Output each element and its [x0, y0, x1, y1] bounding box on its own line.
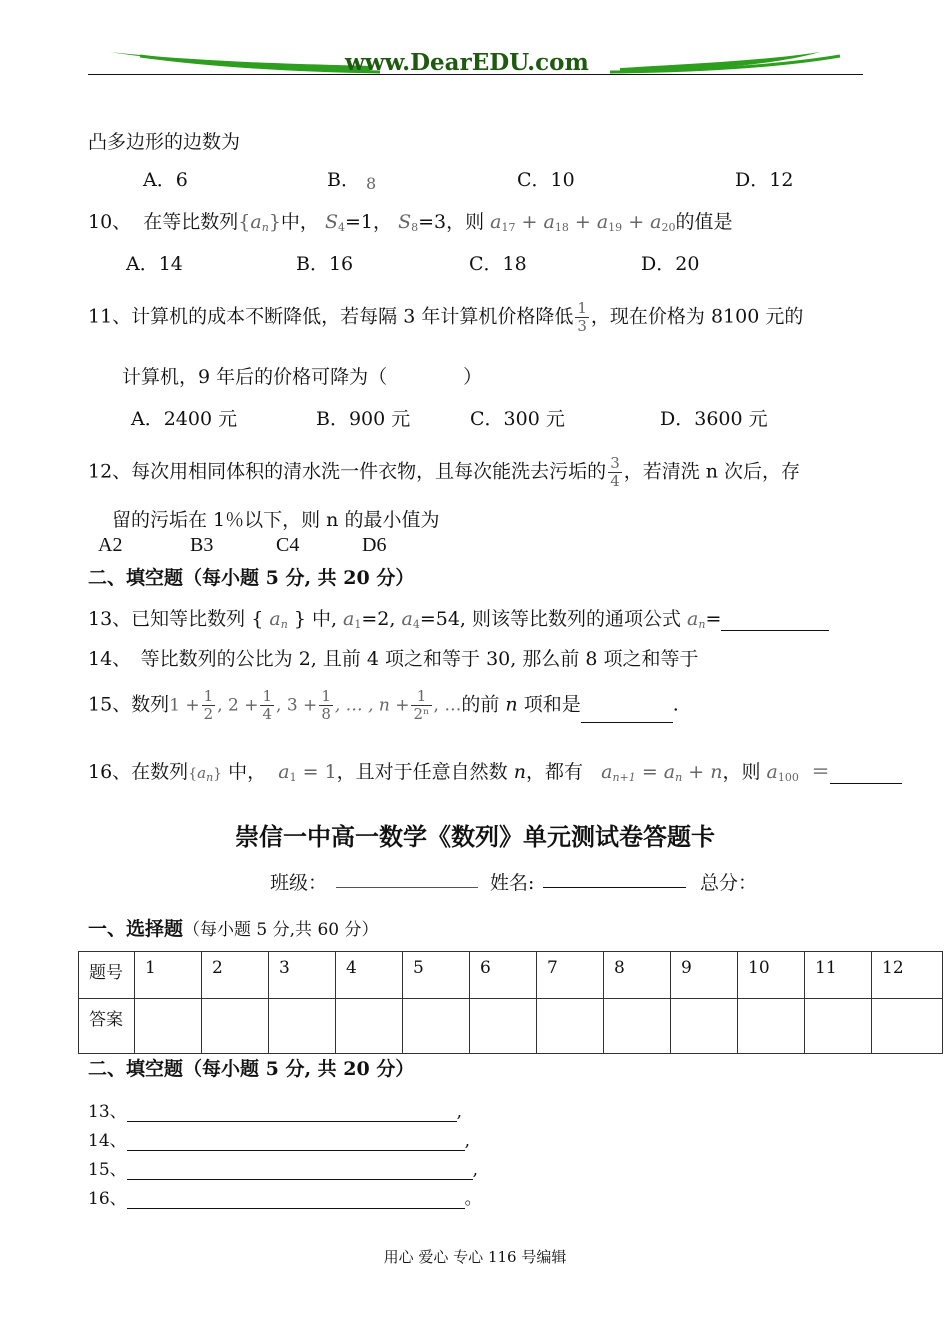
name-label: 姓名: [490, 872, 535, 894]
q12-option-d: D6 [362, 534, 387, 556]
q12-option-b: B3 [190, 534, 214, 556]
name-field[interactable] [543, 887, 686, 888]
q13-blank[interactable] [721, 612, 829, 631]
question-number-cell: 7 [537, 952, 604, 999]
class-field[interactable] [336, 887, 478, 888]
answer-cell[interactable] [336, 999, 403, 1054]
q14-stem: 14、 等比数列的公比为 2, 且前 4 项之和等于 30, 那么前 8 项之和等于 [88, 648, 699, 670]
question-number-cell: 10 [738, 952, 805, 999]
q12-line2: 留的污垢在 1％以下，则 n 的最小值为 [112, 509, 440, 531]
answer-blank[interactable] [127, 1194, 465, 1209]
answer-blank[interactable] [127, 1136, 465, 1151]
total-label: 总分： [700, 872, 758, 894]
card-section-fill-in-heading: 二、填空题（每小题 5 分, 共 20 分） [88, 1058, 415, 1080]
answer-cell[interactable] [805, 999, 872, 1054]
q10-option-a: A．14 [126, 253, 183, 275]
question-number-cell: 8 [604, 952, 671, 999]
q11-line2: 计算机，9 年后的价格可降为（ ） [122, 366, 483, 388]
answer-cell[interactable] [403, 999, 470, 1054]
q9-option-b: B． 8 [327, 169, 377, 193]
answer-table [78, 951, 943, 1054]
q11-option-c: C．300 元 [470, 408, 565, 430]
answer-cell[interactable] [135, 999, 202, 1054]
section-choice-heading: 一、选择题（每小题 5 分,共 60 分） [88, 918, 379, 940]
q12-fraction: $\frac{3}{4}$ [610, 454, 620, 490]
answer-cell[interactable] [470, 999, 537, 1054]
answer-cell[interactable] [604, 999, 671, 1054]
q10-option-b: B．16 [296, 253, 354, 275]
q12-option-c: C4 [276, 534, 300, 556]
q16-stem: 16、在数列$\{a_n\}$ 中， $a_1 = 1$，且对于任意自然数 n，都有 $a_{n+1} = a_n + n$，则 $a_{100}$ ＝ [88, 757, 902, 784]
section-fill-in-heading: 二、填空题（每小题 5 分, 共 20 分） [88, 567, 415, 589]
question-number-cell: 1 [135, 952, 202, 999]
answer-card-title: 崇信一中高一数学《数列》单元测试卷答题卡 [235, 822, 715, 851]
question-number-cell: 6 [470, 952, 537, 999]
table-header-cell: 答案 [79, 999, 135, 1054]
table-header-cell: 题号 [79, 952, 135, 999]
question-number-cell: 5 [403, 952, 470, 999]
table-row [79, 999, 943, 1054]
q15-stem: 15、数列1 + $\frac{1}{2}$ , 2 + $\frac{1}{4}$ , 3 + $\frac{1}{8}$ , … , n + $\frac{1}{\text{2ⁿ}}$ , …的前 n 项和是 . [88, 687, 679, 723]
q10-option-d: D．20 [641, 253, 700, 275]
q15-blank[interactable] [581, 704, 673, 723]
question-number-cell: 9 [671, 952, 738, 999]
answer-blank[interactable] [127, 1165, 473, 1180]
q10-stem: 10、 在等比数列$\{a_n\}$中， $S_4=1$， $S_8=3$，则 $a_{17} + a_{18} + a_{19} + a_{20}$的值是 [88, 211, 733, 234]
q12-line1: 12、每次用相同体积的清水洗一件衣物，且每次能洗去污垢的 $\frac{3}{4}$ ，若清洗 n 次后，存 [88, 454, 801, 490]
answer-cell[interactable] [738, 999, 805, 1054]
q16-blank[interactable] [830, 765, 902, 784]
answer-cell[interactable] [202, 999, 269, 1054]
class-label: 班级： [270, 872, 328, 894]
answer-line-16: 16、 。 [88, 1189, 482, 1209]
q10-option-c: C．18 [469, 253, 527, 275]
answer-cell[interactable] [537, 999, 604, 1054]
answer-blank[interactable] [127, 1107, 457, 1122]
question-number-cell: 2 [202, 952, 269, 999]
q9-option-c: C．10 [517, 169, 575, 191]
answer-line-15: 15、 , [88, 1160, 479, 1180]
answer-line-14: 14、 , [88, 1131, 471, 1151]
q9-option-a: A．6 [143, 169, 188, 191]
header-rule [88, 74, 863, 75]
q9-option-d: D．12 [735, 169, 794, 191]
q12-option-a: A2 [98, 534, 123, 556]
q11-option-d: D．3600 元 [660, 408, 768, 430]
answer-cell[interactable] [671, 999, 738, 1054]
question-number-cell: 4 [336, 952, 403, 999]
q11-option-b: B．900 元 [316, 408, 411, 430]
q11-line1: 11、计算机的成本不断降低，若每隔 3 年计算机价格降低 $\frac{1}{3}$ ，现在价格为 8100 元的 [88, 299, 804, 335]
answer-cell[interactable] [872, 999, 943, 1054]
footer: 用心 爱心 专心 116 号编辑 [383, 1248, 567, 1266]
answer-cell[interactable] [269, 999, 336, 1054]
table-row [79, 952, 943, 999]
q9-text: 凸多边形的边数为 [88, 131, 241, 153]
q11-fraction: $\frac{1}{3}$ [577, 299, 587, 335]
q13-stem: 13、已知等比数列 { $a_n$ } 中, $a_1=2$, $a_4=54$, 则该等比数列的通项公式 $a_n=$ [88, 604, 829, 631]
site-name: www.DearEDU.com [345, 49, 589, 76]
answer-line-13: 13、 , [88, 1102, 463, 1122]
question-number-cell: 3 [269, 952, 336, 999]
q11-option-a: A．2400 元 [131, 408, 238, 430]
question-number-cell: 12 [872, 952, 943, 999]
question-number-cell: 11 [805, 952, 872, 999]
